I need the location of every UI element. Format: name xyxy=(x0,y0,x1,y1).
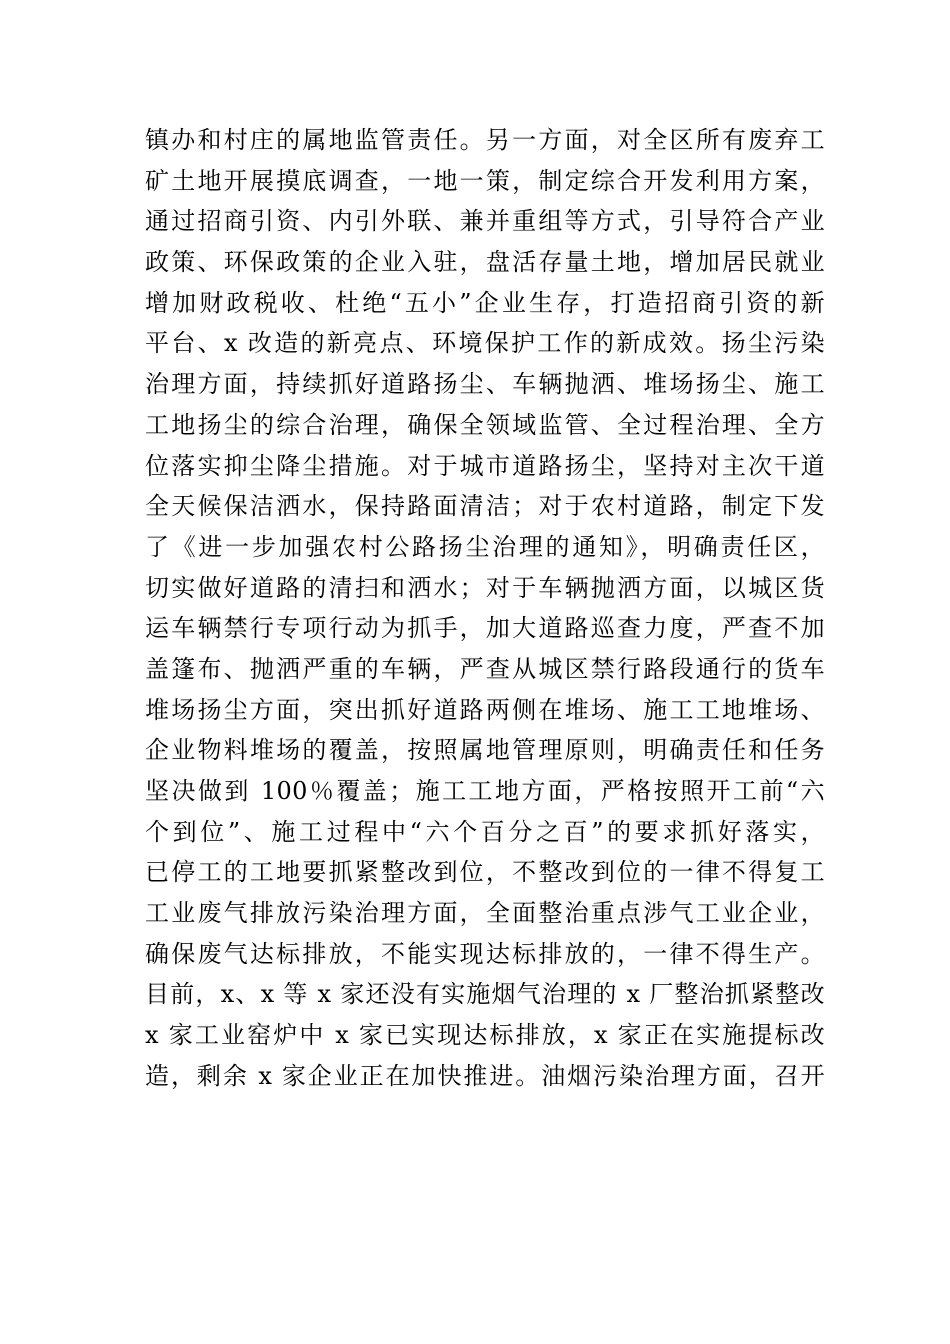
text-line: 增加财政税收、杜绝“五小”企业生存，打造招商引资的新 xyxy=(145,288,825,317)
text-line: 通过招商引资、内引外联、兼并重组等方式，引导符合产业 xyxy=(145,207,825,236)
text-line: 目前，x、x 等 x 家还没有实施烟气治理的 x 厂整治抓紧整改 xyxy=(145,980,825,1009)
text-line: 运车辆禁行专项行动为抓手，加大道路巡查力度，严查不加 xyxy=(145,614,825,643)
text-line: 切实做好道路的清扫和洒水；对于车辆抛洒方面，以城区货 xyxy=(145,573,825,602)
text-line: 工业废气排放污染治理方面，全面整治重点涉气工业企业， xyxy=(145,899,825,928)
text-line: 确保废气达标排放，不能实现达标排放的，一律不得生产。 xyxy=(145,939,825,968)
text-line: 矿土地开展摸底调查，一地一策，制定综合开发利用方案， xyxy=(145,166,825,195)
text-line: 了《进一步加强农村公路扬尘治理的通知》，明确责任区， xyxy=(145,532,825,561)
text-line: 企业物料堆场的覆盖，按照属地管理原则，明确责任和任务 xyxy=(145,736,825,765)
text-line: 平台、x 改造的新亮点、环境保护工作的新成效。扬尘污染 xyxy=(145,329,825,358)
text-line: 位落实抑尘降尘措施。对于城市道路扬尘，坚持对主次干道 xyxy=(145,451,825,480)
text-line: 全天候保洁洒水，保持路面清洁；对于农村道路，制定下发 xyxy=(145,492,825,521)
text-line: 镇办和村庄的属地监管责任。另一方面，对全区所有废弃工 xyxy=(145,126,825,154)
text-line: 工地扬尘的综合治理，确保全领域监管、全过程治理、全方 xyxy=(145,410,825,439)
text-line: 造，剩余 x 家企业正在加快推进。油烟污染治理方面，召开 xyxy=(145,1061,825,1090)
text-line: 政策、环保政策的企业入驻，盘活存量土地，增加居民就业 xyxy=(145,248,825,277)
text-line: 盖篷布、抛洒严重的车辆，严查从城区禁行路段通行的货车 xyxy=(145,654,825,683)
text-line: 治理方面，持续抓好道路扬尘、车辆抛洒、堆场扬尘、施工 xyxy=(145,370,825,399)
text-line: 堆场扬尘方面，突出抓好道路两侧在堆场、施工工地堆场、 xyxy=(145,695,825,724)
text-line: 已停工的工地要抓紧整改到位，不整改到位的一律不得复工 xyxy=(145,858,825,887)
text-line: x 家工业窑炉中 x 家已实现达标排放，x 家正在实施提标改 xyxy=(145,1021,825,1050)
text-line: 个到位”、施工过程中“六个百分之百”的要求抓好落实， xyxy=(145,817,825,846)
text-line: 坚决做到 100％覆盖；施工工地方面，严格按照开工前“六 xyxy=(145,777,825,805)
body-paragraph xyxy=(145,120,825,1097)
